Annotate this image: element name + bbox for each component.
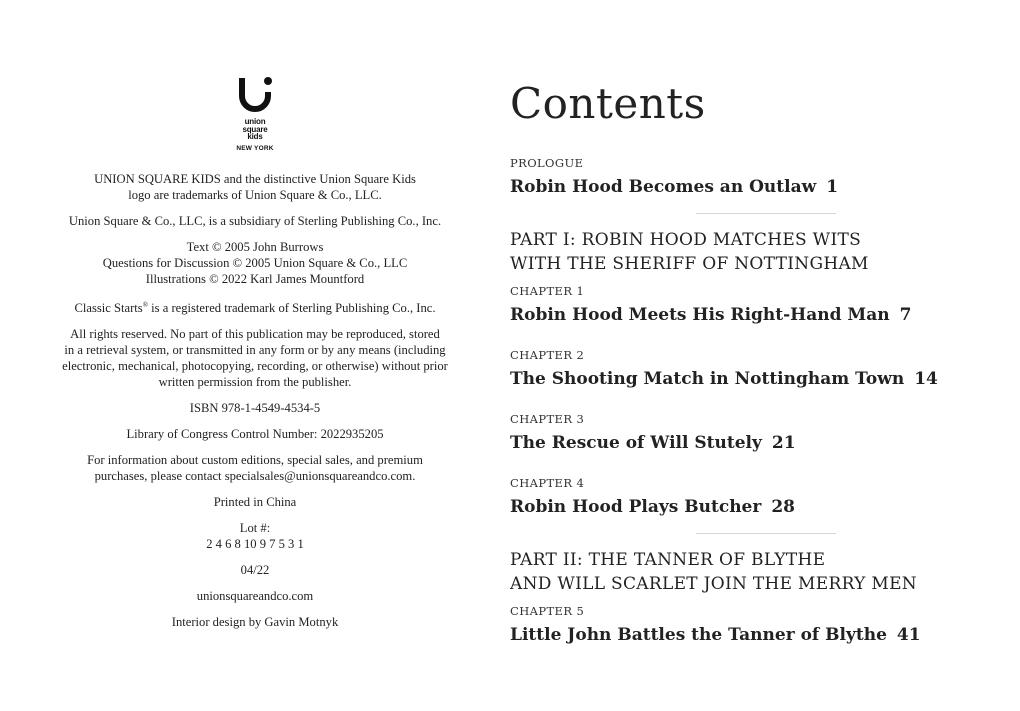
entry-page: 41 — [896, 625, 921, 645]
prologue-label: PROLOGUE — [510, 156, 584, 170]
divider — [696, 533, 836, 534]
divider — [696, 213, 836, 214]
registered-mark: ® — [142, 301, 149, 309]
chapter-entry — [510, 625, 1020, 645]
entry-page: 28 — [771, 497, 795, 517]
contents-title: Contents — [510, 79, 706, 128]
entry-title: The Rescue of Will Stutely — [510, 433, 762, 453]
copyright-credits — [40, 239, 470, 287]
rights-notice: All rights reserved. No part of this publication may be reproduced, stored in a retrieval system, or transmitted in any form or by any means (including electronic, mechanical, photocopying, recording, or otherwise) without prior written permission from the publisher. — [62, 327, 448, 390]
chapter-label: CHAPTER 5 — [510, 604, 585, 618]
loc-number: Library of Congress Control Number: 2022935205 — [126, 427, 384, 442]
logo-city: NEW YORK — [236, 144, 274, 152]
part-1-heading: PART I: ROBIN HOOD MATCHES WITS WITH THE SHERIFF OF NOTTINGHAM — [510, 230, 869, 274]
part-2-heading: PART II: THE TANNER OF BLYTHE AND WILL SCARLET JOIN THE MERRY MEN — [510, 550, 917, 594]
contents-page — [510, 0, 1020, 711]
entry-title: Robin Hood Plays Butcher — [510, 497, 762, 517]
entry-title: Little John Battles the Tanner of Blythe — [510, 625, 887, 645]
entry-title: Robin Hood Becomes an Outlaw — [510, 177, 817, 197]
website: unionsquareandco.com — [196, 589, 314, 604]
chapter-entry — [510, 497, 1020, 517]
lot-info — [40, 520, 470, 552]
printed-in: Printed in China — [213, 495, 297, 510]
classic-starts-notice: Classic Starts® is a registered trademark of Sterling Publishing Co., Inc. — [74, 301, 436, 316]
entry-page: 7 — [899, 305, 912, 325]
lot-label: Lot #: — [239, 521, 271, 536]
publisher-logo — [205, 74, 305, 152]
chapter-label: CHAPTER 1 — [510, 284, 585, 298]
design-credit: Interior design by Gavin Motnyk — [171, 615, 339, 630]
illustrations-copyright: Illustrations © 2022 Karl James Mountford — [145, 272, 365, 286]
union-square-kids-logo-icon — [237, 74, 273, 116]
text-copyright: Text © 2005 John Burrows — [186, 240, 324, 254]
chapter-label: CHAPTER 2 — [510, 348, 585, 362]
entry-page: 21 — [771, 433, 796, 453]
chapter-label: CHAPTER 3 — [510, 412, 585, 426]
entry-title: Robin Hood Meets His Right-Hand Man — [510, 305, 890, 325]
entry-page: 1 — [826, 177, 839, 197]
chapter-label: CHAPTER 4 — [510, 476, 585, 490]
isbn: ISBN 978-1-4549-4534-5 — [189, 401, 321, 416]
chapter-entry — [510, 369, 1020, 389]
prologue-entry — [510, 177, 1020, 197]
subsidiary-notice: Union Square & Co., LLC, is a subsidiary of Sterling Publishing Co., Inc. — [68, 214, 442, 228]
logo-wordmark: union square kids — [242, 117, 268, 141]
chapter-entry — [510, 305, 1020, 325]
chapter-entry — [510, 433, 1020, 453]
questions-copyright: Questions for Discussion © 2005 Union Square & Co., LLC — [102, 256, 408, 270]
entry-page: 14 — [914, 369, 938, 389]
date-code: 04/22 — [240, 563, 270, 578]
sales-notice: For information about custom editions, special sales, and premium purchases, please contact specialsales@unionsquareandco.com. — [87, 453, 423, 484]
trademark-notice: UNION SQUARE KIDS and the distinctive Union Square Kids logo are trademarks of Union Square & Co., LLC. — [94, 172, 416, 202]
lot-numbers: 2 4 6 8 10 9 7 5 3 1 — [206, 537, 304, 552]
entry-title: The Shooting Match in Nottingham Town — [510, 369, 905, 389]
copyright-text — [40, 171, 470, 640]
